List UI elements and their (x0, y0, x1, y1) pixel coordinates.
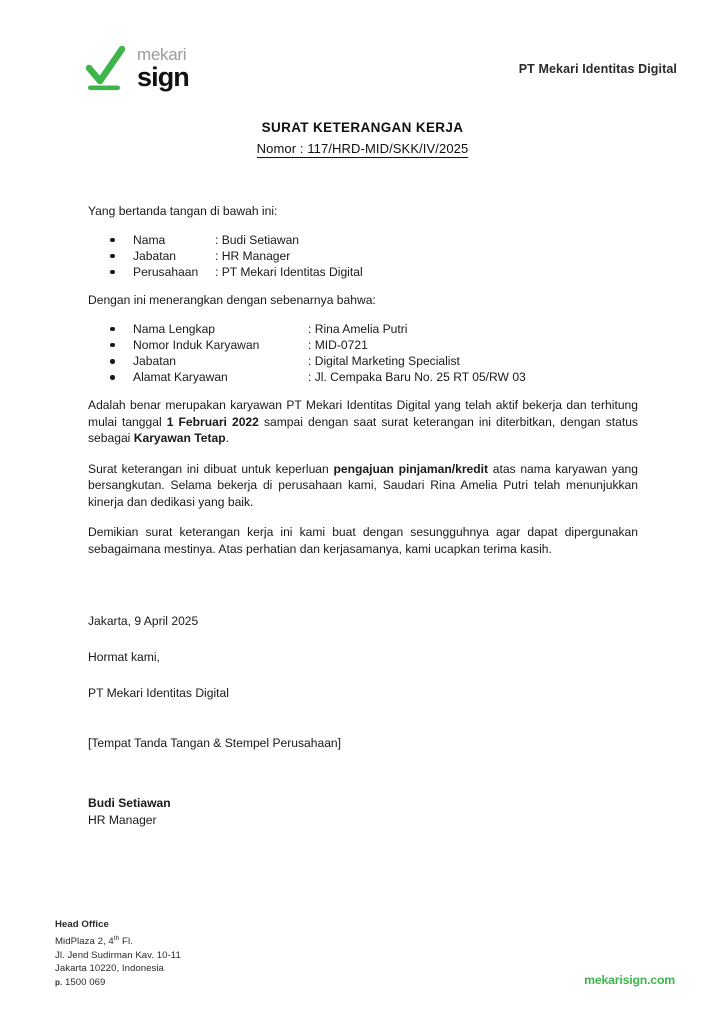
paragraph1-text-3: . (225, 431, 229, 446)
employment-statement-paragraph (88, 397, 638, 447)
footer-address-line-1 (55, 932, 181, 949)
intro-paragraph: Yang bertanda tangan di bawah ini: (88, 204, 278, 218)
list-item (110, 337, 638, 353)
signer-name: Budi Setiawan (88, 796, 171, 810)
detail-value: : Jl. Cempaka Baru No. 25 RT 05/RW 03 (308, 370, 526, 385)
head-office-label: Head Office (55, 919, 109, 930)
document-body (88, 203, 638, 557)
detail-value: : Rina Amelia Putri (308, 321, 408, 336)
signer-title: HR Manager (88, 813, 157, 827)
list-item (110, 353, 638, 369)
employee-details-list (88, 321, 638, 386)
address-line1-ordinal: th (113, 935, 120, 943)
paragraph-gap (88, 447, 638, 461)
mekari-sign-logo (86, 46, 189, 92)
detail-label: Jabatan (133, 354, 177, 369)
list-item (110, 369, 638, 385)
detail-label: Nama (133, 232, 166, 247)
detail-label: Jabatan (133, 248, 177, 263)
signer-details-list (88, 232, 638, 281)
closing-block (88, 613, 638, 701)
page-title: SURAT KETERANGAN KERJA (261, 120, 464, 135)
title-block (0, 120, 725, 158)
paragraph1-bold-start-date: 1 Februari 2022 (166, 414, 259, 429)
footer-address-block (55, 918, 181, 989)
closing-statement-paragraph: Demikian surat keterangan kerja ini kami buat dengan sesungguhnya agar dapat dipergunakan sebagaimana mestinya. Atas perhatian dan kerjasamanya, kami ucapkan terima kasih. (88, 525, 638, 556)
detail-label: Nama Lengkap (133, 321, 216, 336)
paragraph1-bold-status: Karyawan Tetap (133, 431, 226, 446)
detail-value: : HR Manager (215, 248, 291, 263)
phone-number: 1500 069 (64, 976, 106, 988)
detail-value: : Budi Setiawan (215, 232, 300, 247)
detail-label: Nomor Induk Karyawan (133, 337, 260, 352)
green-checkmark-icon (86, 46, 126, 92)
footer-website-url: mekarisign.com (584, 973, 675, 988)
list-item (110, 264, 638, 280)
paragraph-gap (88, 510, 638, 524)
detail-label: Perusahaan (133, 264, 199, 279)
logo-wordmark (137, 46, 189, 91)
footer-phone-line (55, 976, 181, 989)
document-number: Nomor : 117/HRD-MID/SKK/IV/2025 (256, 141, 469, 156)
paragraph2-bold-purpose: pengajuan pinjaman/kredit (333, 461, 489, 476)
paragraph2-text-2: atas nama karyawan yang bersangkutan. Selama bekerja di perusahaan kami, Saudari Rina Amelia Putri telah menunjukkan kinerja dan dedikasi yang baik. (88, 461, 638, 509)
paragraph1-text-2: sampai dengan saat surat keterangan ini diterbitkan, dengan status sebagai (88, 414, 638, 446)
signature-stamp-placeholder: [Tempat Tanda Tangan & Stempel Perusahaan] (88, 736, 342, 750)
footer-address-line-3: Jakarta 10220, Indonesia (55, 963, 164, 975)
footer-address-line-2: Jl. Jend Sudirman Kav. 10-11 (55, 950, 181, 961)
detail-label: Alamat Karyawan (133, 370, 228, 385)
phone-label: p. (55, 977, 63, 987)
paragraph1-text-1: Adalah benar merupakan karyawan PT Mekari Identitas Digital yang telah aktif bekerja dan terhitung mulai tanggal (88, 398, 638, 429)
list-item (110, 248, 638, 264)
list-item (110, 232, 638, 248)
detail-value: : MID-0721 (308, 337, 368, 352)
address-line1-post: Fl. (119, 936, 133, 948)
purpose-paragraph (88, 461, 638, 511)
regards-line: Hormat kami, (88, 650, 160, 664)
signature-block (88, 795, 171, 828)
header-company-name: PT Mekari Identitas Digital (518, 62, 677, 76)
declaration-paragraph: Dengan ini menerangkan dengan sebenarnya bahwa: (88, 293, 376, 308)
logo-text-sign: sign (137, 61, 189, 92)
place-and-date: Jakarta, 9 April 2025 (88, 614, 199, 628)
document-footer (55, 918, 675, 989)
logo-text-mekari: mekari (137, 44, 187, 64)
detail-value: : PT Mekari Identitas Digital (215, 264, 363, 279)
list-item (110, 321, 638, 337)
detail-value: : Digital Marketing Specialist (308, 354, 460, 369)
document-header (0, 38, 725, 100)
closing-company-name: PT Mekari Identitas Digital (88, 686, 229, 700)
address-line1-pre: MidPlaza 2, 4 (55, 936, 114, 948)
paragraph2-text-1: Surat keterangan ini dibuat untuk keperluan (88, 461, 334, 476)
